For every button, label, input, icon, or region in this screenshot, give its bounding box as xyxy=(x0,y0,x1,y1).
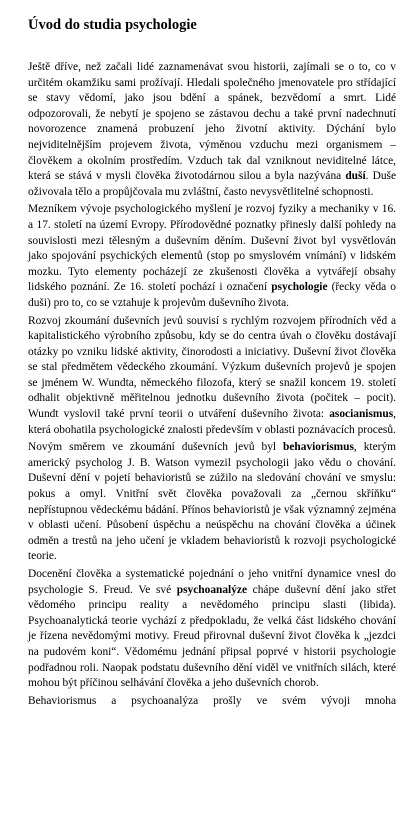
text-segment: . Duše oživovala tělo a propůjčovala mu zvláštní, často nevysvětlitelné schopnosti. xyxy=(28,170,397,198)
paragraph-6 xyxy=(28,694,396,710)
paragraph-3 xyxy=(28,314,396,439)
text-segment: Mezníkem vývoje psychologického myšlení je rozvoj fyziky a mechaniky v 16. a 17. století na území Evropy. Přírodovědné poznatky přinesly další pohledy na souvislosti mezi tělesným a duševním děním. Duševní život byl vysvětlován jako spojování psychických elementů (stop po smyslovém vnímání) v lidském mozku. Tyto elementy pocházejí ze zkušenosti člověka a vytvářejí obsahy lidského poznání. Ze 16. století pochází i označení xyxy=(28,203,396,294)
paragraph-5 xyxy=(28,567,396,692)
text-segment: Novým směrem ve zkoumání duševních jevů byl xyxy=(28,441,284,454)
text-segment: , kterým americký psycholog J. B. Watson vymezil psychologii jako vědu o chování. Duševní dění v pojetí behavioristů se zúžilo na sledování chování ve smyslu: pokus a omyl. Vnitřní svět člověka považovali za „černou skříňku“ nepřístupnou vědeckému bádání. Přínos behavioristů je však významný zejména v oblasti učení. Působení úspěchu a neúspěchu na chování člověka a účinek odměn a trestů na jeho učení je vkladem behavioristů k rozvoji psychologické teorie. xyxy=(28,441,397,563)
bold-term: behaviorismus xyxy=(283,441,354,454)
text-segment: Ještě dříve, než začali lidé zaznamenávat svou historii, zajímali se o to, co v určitém okamžiku sami prožívají. Hledali společného jmenovatele pro střídající se stavy vědomí, jako jsou bdění a spánek, bezvědomí a smrt. Lidé odpozorovali, že nebytí je spojeno se zástavou dechu a také první nadechnutí novorozence znamená probuzení jeho životní aktivity. Dýchání bylo nejviditelnějším projevem života, výměnou vzduchu mezi organismem – člověkem a okolním prostředím. Vzduch tak dal vzniknout neviditelné látce, která se stává v mysli člověka životodárnou silou a byla nazývána xyxy=(28,61,396,183)
text-segment: , která obohatila psychologické znalosti především v oblasti poznávacích procesů. xyxy=(28,408,396,436)
text-segment: chápe duševní dění jako střet vědomého principu reality a nevědomého principu slasti (libida). Psychoanalytická teorie vychází z předpokladu, že velká část lidského chování je řízena nevědomými motivy. Freud přirovnal duševní život člověka k „jezdci na pudovém koni“. Vědomému jednání připsal poprvé v historii psychologie podřadnou roli. Naopak podstatu duševního dění viděl ve vnitřních silách, které mohou být příčinou selhávání člověka a jeho duševních chorob. xyxy=(28,583,396,690)
bold-term: psychologie xyxy=(271,281,328,294)
page-title: Úvod do studia psychologie xyxy=(28,17,197,33)
paragraph-2 xyxy=(28,202,396,311)
paragraph-4 xyxy=(28,440,396,565)
document-body xyxy=(28,60,396,709)
text-segment: Rozvoj zkoumání duševních jevů souvisí s rychlým rozvojem přírodních věd a kapitalistického výrobního způsobu, kdy se do centra úvah o člověku dostávají otázky po vzniku lidské aktivity, činorodosti a iniciativy. Duševní život člověka se stal předmětem vědeckého zkoumání. Výzkum duševních projevů je spojen se jménem W. Wundta, německého filozofa, který se snažil koncem 19. století odhalit objektivně měřitelnou jednotku duševního života (počitek – pocit). Wundt vyslovil také první teorii o utváření duševního života: xyxy=(28,314,396,421)
bold-term: asocianismus xyxy=(329,408,394,421)
text-segment: Behaviorismus a psychoanalýza prošly ve svém vývoji mnoha xyxy=(28,694,396,707)
document-page xyxy=(28,10,396,711)
bold-term: duší xyxy=(345,170,366,183)
bold-term: psychoanalýze xyxy=(176,583,248,596)
text-segment: Docenění člověka a systematické pojednání o jeho vnitřní dynamice vnesl do psychologie S. Freud. Ve své xyxy=(28,568,396,596)
text-segment: (řecky věda o duši) pro to, co se vztahuje k projevům duševního života. xyxy=(28,281,396,309)
paragraph-1 xyxy=(28,60,396,200)
